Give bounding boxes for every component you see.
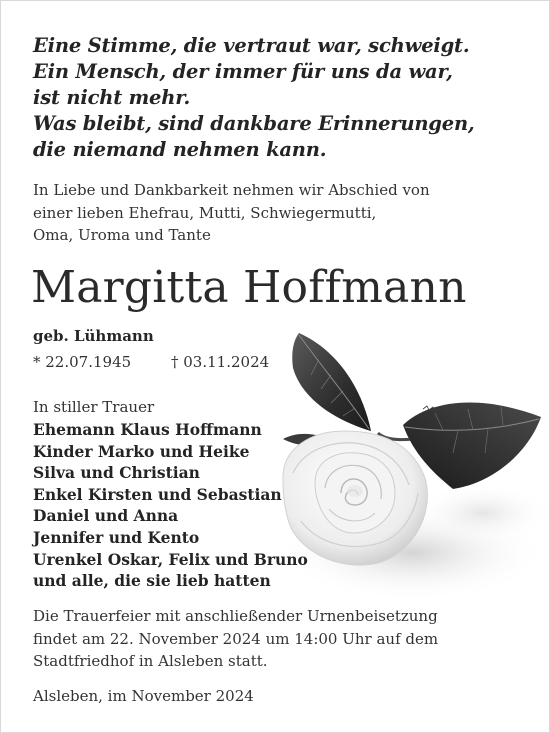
poem-line: Eine Stimme, die vertraut war, schweigt. bbox=[33, 34, 470, 57]
mourner-line: Enkel Kirsten und Sebastian bbox=[33, 484, 282, 504]
mourner-line: Jennifer und Kento bbox=[33, 527, 200, 547]
life-dates bbox=[33, 353, 270, 371]
birth-date: * 22.07.1945 bbox=[33, 353, 132, 371]
poem-line: ist nicht mehr. bbox=[33, 86, 191, 109]
funeral-line: findet am 22. November 2024 um 14:00 Uhr auf dem bbox=[33, 629, 439, 648]
mourner-line: Ehemann Klaus Hoffmann bbox=[33, 420, 262, 439]
mourner-line: und alle, die sie lieb hatten bbox=[33, 571, 271, 591]
funeral-line: Stadtfriedhof in Alsleben statt. bbox=[33, 652, 268, 670]
funeral-line: Die Trauerfeier mit anschließender Urnenbeisetzung bbox=[33, 607, 438, 625]
poem-line: die niemand nehmen kann. bbox=[33, 138, 327, 161]
death-date: † 03.11.2024 bbox=[171, 353, 270, 371]
mourner-line: Daniel und Anna bbox=[33, 506, 179, 526]
intro-line: Oma, Uroma und Tante bbox=[33, 226, 211, 244]
funeral-details bbox=[33, 605, 438, 673]
mourner-line: Urenkel Oskar, Felix und Bruno bbox=[33, 549, 308, 569]
poem-line: Ein Mensch, der immer für uns da war, bbox=[33, 60, 453, 83]
intro-line: In Liebe und Dankbarkeit nehmen wir Abschied von bbox=[33, 181, 430, 199]
mourning-heading: In stiller Trauer bbox=[33, 398, 155, 416]
mourner-line: Kinder Marko und Heike bbox=[33, 441, 250, 461]
memorial-poem bbox=[33, 33, 475, 163]
deceased-name: Margitta Hoffmann bbox=[31, 262, 467, 313]
intro-line: einer lieben Ehefrau, Mutti, Schwiegermutti, bbox=[33, 203, 377, 222]
maiden-name: geb. Lühmann bbox=[33, 327, 154, 345]
mourner-line: Silva und Christian bbox=[33, 463, 200, 483]
mourners-list bbox=[33, 419, 308, 592]
place-and-date: Alsleben, im November 2024 bbox=[33, 687, 254, 705]
farewell-intro bbox=[33, 179, 430, 247]
poem-line: Was bleibt, sind dankbare Erinnerungen, bbox=[33, 112, 475, 135]
